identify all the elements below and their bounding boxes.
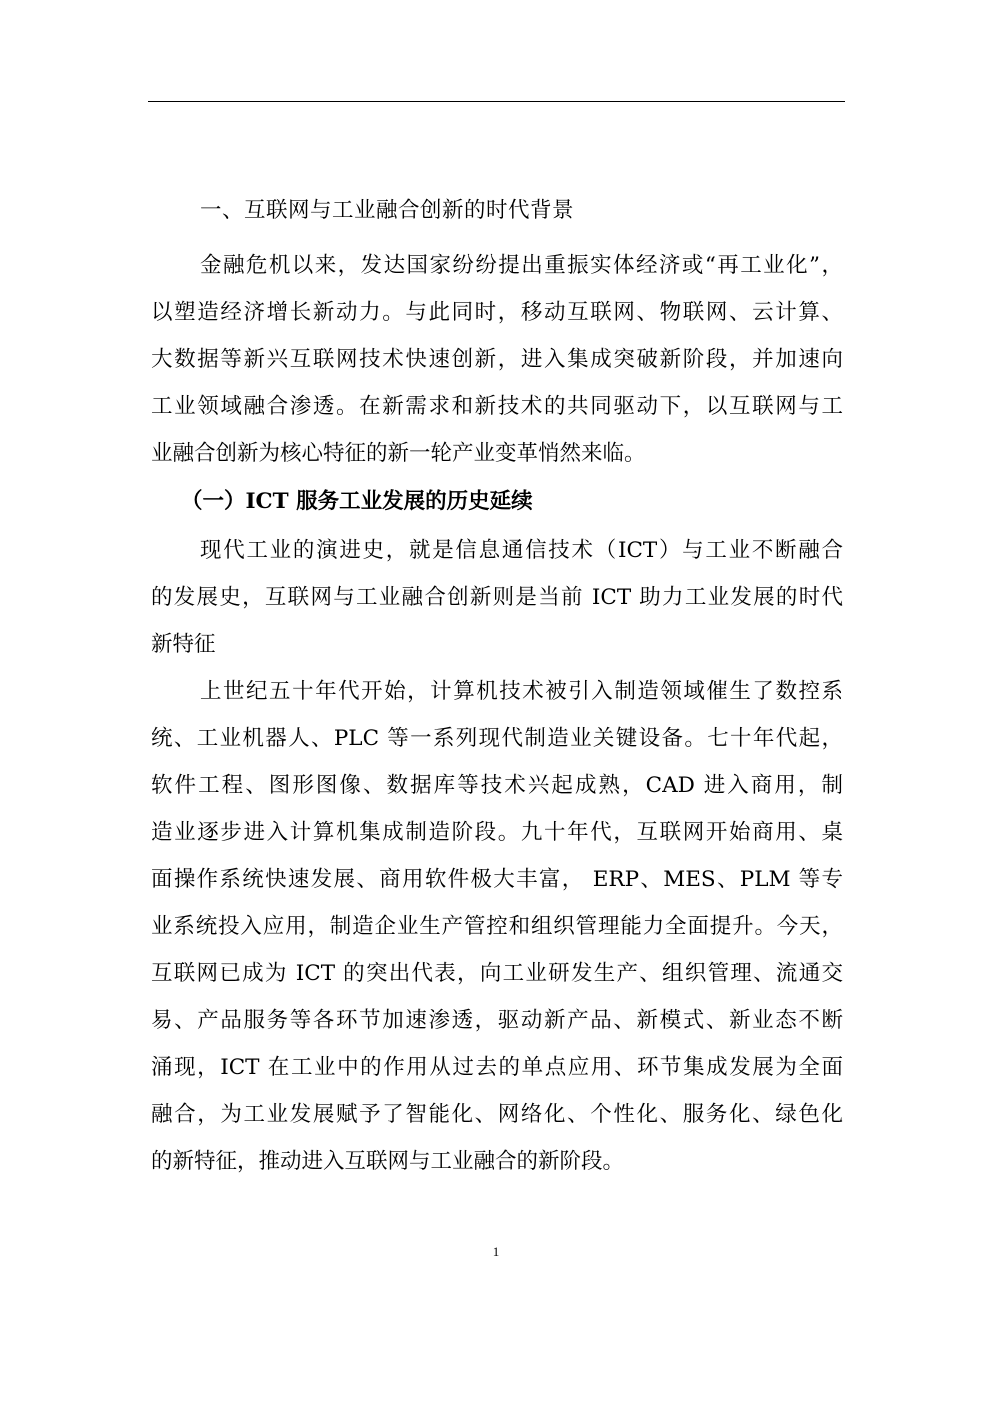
text-line: 新特征 (151, 632, 216, 657)
subsection-heading: （一）ICT 服务工业发展的历史延续 (181, 489, 533, 514)
text-line: 造业逐步进入计算机集成制造阶段。九十年代，互联网开始商用、桌 (151, 820, 843, 845)
paragraph-intro (151, 242, 843, 477)
text-line: 统、工业机器人、PLC 等一系列现代制造业关键设备。七十年代起， (151, 726, 843, 751)
text-line: 易、产品服务等各环节加速渗透，驱动新产品、新模式、新业态不断 (151, 1008, 843, 1033)
text-line: 互联网已成为 ICT 的突出代表，向工业研发生产、组织管理、流通交 (151, 961, 843, 986)
section-heading: 一、互联网与工业融合创新的时代背景 (200, 198, 575, 223)
page-number: 1 (492, 1244, 500, 1259)
text-line: 软件工程、图形图像、数据库等技术兴起成熟，CAD 进入商用，制 (151, 773, 843, 798)
text-line: 的新特征，推动进入互联网与工业融合的新阶段。 (151, 1149, 625, 1174)
header-rule (148, 101, 845, 102)
text-line: 现代工业的演进史，就是信息通信技术（ICT）与工业不断融合 (200, 538, 843, 563)
paragraph-ict-history (151, 527, 843, 668)
text-line: 上世纪五十年代开始，计算机技术被引入制造领域催生了数控系 (200, 679, 843, 704)
text-line: 业系统投入应用，制造企业生产管控和组织管理能力全面提升。今天， (151, 914, 843, 939)
text-line: 以塑造经济增长新动力。与此同时，移动互联网、物联网、云计算、 (151, 300, 843, 325)
paragraph-timeline (151, 668, 843, 1185)
document-body (151, 186, 843, 1185)
text-line: 面操作系统快速发展、商用软件极大丰富， ERP、MES、PLM 等专 (151, 867, 843, 892)
text-line: 的发展史，互联网与工业融合创新则是当前 ICT 助力工业发展的时代 (151, 585, 843, 610)
text-line: 金融危机以来，发达国家纷纷提出重振实体经济或“再工业化”， (200, 253, 843, 278)
text-line: 融合，为工业发展赋予了智能化、网络化、个性化、服务化、绿色化 (151, 1102, 843, 1127)
text-line: 工业领域融合渗透。在新需求和新技术的共同驱动下，以互联网与工 (151, 394, 843, 419)
text-line: 大数据等新兴互联网技术快速创新，进入集成突破新阶段，并加速向 (151, 347, 843, 372)
text-line: 业融合创新为核心特征的新一轮产业变革悄然来临。 (151, 441, 646, 466)
text-line: 涌现，ICT 在工业中的作用从过去的单点应用、环节集成发展为全面 (151, 1055, 843, 1080)
